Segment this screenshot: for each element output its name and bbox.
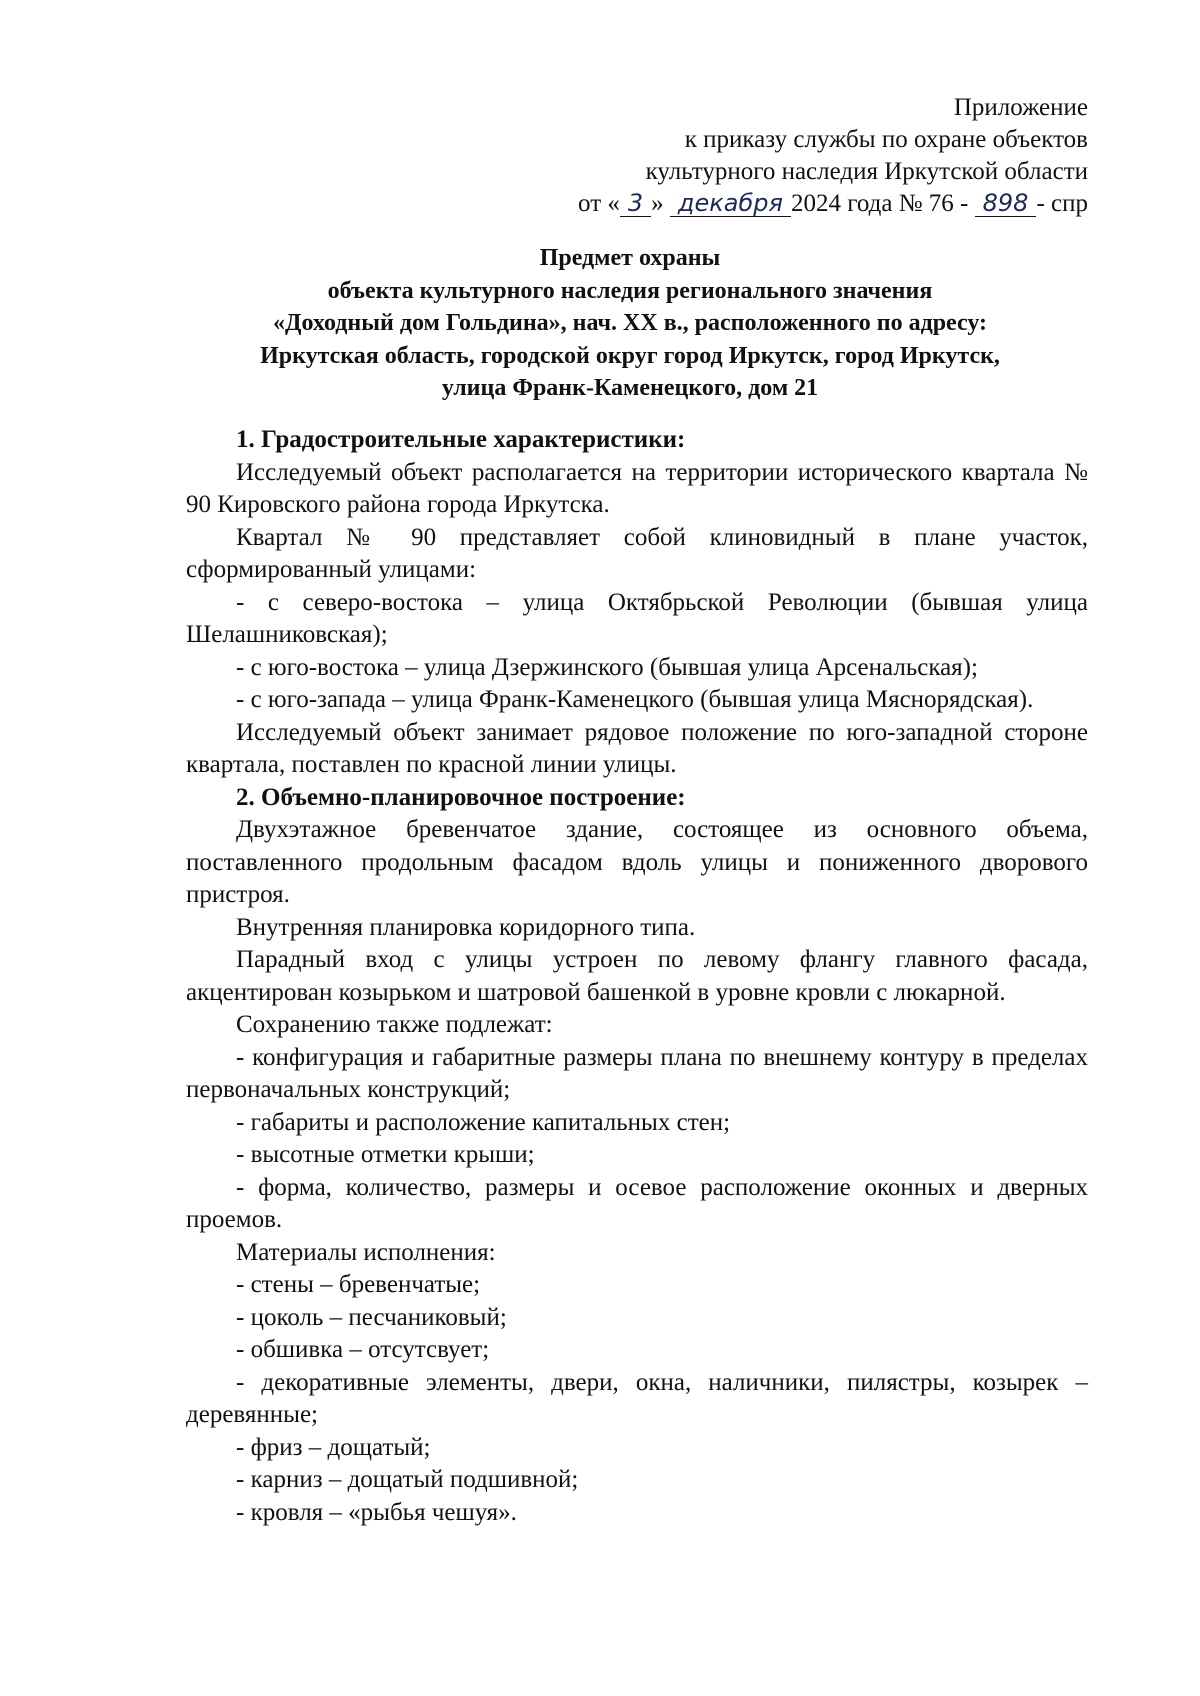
handwritten-month: декабря (670, 190, 791, 217)
paragraph: Квартал № 90 представляет собой клиновидный в плане участок, сформированный улицами: (186, 523, 1088, 583)
paragraph: Материалы исполнения: (236, 1238, 496, 1266)
section-heading-volumetric: 2. Объемно-планировочное построение: (236, 783, 686, 811)
handwritten-order-number: 898 (975, 190, 1037, 217)
handwritten-day: 3 (620, 190, 651, 217)
appendix-block (328, 92, 1088, 220)
paragraph: Сохранению также подлежат: (236, 1011, 553, 1038)
order-suffix: - спр (1036, 190, 1088, 217)
date-prefix: от « (578, 190, 620, 217)
list-item: - с юго-запада – улица Франк-Каменецкого (бывшая улица Мяснорядская). (236, 686, 1034, 713)
list-item: - габариты и расположение капитальных стен; (236, 1108, 731, 1136)
paragraph: Двухэтажное бревенчатое здание, состоящее из основного объема, поставленного продольным фасадом вдоль улицы и пониженного дворового пристроя. (186, 816, 1088, 908)
list-item: - кровля – «рыбья чешуя». (236, 1498, 517, 1526)
list-item: - обшивка – отсутсвует; (236, 1336, 490, 1363)
list-item: - стены – бревенчатые; (236, 1271, 481, 1298)
list-item: - с юго-востока – улица Дзержинского (бывшая улица Арсенальская); (236, 653, 978, 681)
title-line-5: улица Франк-Каменецкого, дом 21 (441, 375, 819, 401)
list-item: - фриз – дощатый; (236, 1433, 431, 1461)
paragraph: Внутренняя планировка коридорного типа. (236, 913, 696, 941)
list-item: - форма, количество, размеры и осевое расположение оконных и дверных проемов. (186, 1173, 1088, 1233)
title-line-4: Иркутская область, городской округ город Иркутск, город Иркутск, (260, 342, 1000, 369)
appendix-authority: культурного наследия Иркутской области (645, 158, 1088, 185)
title-line-3: «Доходный дом Гольдина», нач. XX в., расположенного по адресу: (272, 310, 988, 336)
list-item: - высотные отметки крыши; (236, 1141, 535, 1168)
appendix-order-ref: к приказу службы по охране объектов (684, 126, 1088, 153)
list-item: - декоративные элементы, двери, окна, наличники, пилястры, козырек – деревянные; (186, 1368, 1088, 1428)
date-mid: » (651, 190, 664, 217)
date-year: 2024 года № 76 - (790, 190, 969, 217)
list-item: - конфигурация и габаритные размеры плана по внешнему контуру в пределах первоначальных конструкций; (186, 1043, 1088, 1103)
appendix-date-line (328, 188, 1088, 220)
paragraph: Парадный вход с улицы устроен по левому флангу главного фасада, акцентирован козырьком и шатровой башенкой в уровне кровли с люкарной. (186, 946, 1088, 1006)
paragraph: Исследуемый объект занимает рядовое положение по юго-западной стороне квартала, поставлен по красной линии улицы. (186, 718, 1088, 778)
appendix-label: Приложение (953, 94, 1088, 121)
list-item: - с северо-востока – улица Октябрьской Революции (бывшая улица Шелашниковская); (186, 588, 1088, 648)
list-item: - цоколь – песчаниковый; (236, 1303, 507, 1331)
title-line-2: объекта культурного наследия регионального значения (327, 277, 933, 304)
document-title (130, 242, 1130, 405)
document-body (186, 424, 1088, 1529)
paragraph: Исследуемый объект располагается на территории исторического квартала № 90 Кировского района города Иркутска. (186, 458, 1088, 518)
title-line-1: Предмет охраны (539, 245, 721, 271)
list-item: - карниз – дощатый подшивной; (236, 1466, 579, 1493)
section-heading-urban-planning: 1. Градостроительные характеристики: (236, 426, 686, 453)
